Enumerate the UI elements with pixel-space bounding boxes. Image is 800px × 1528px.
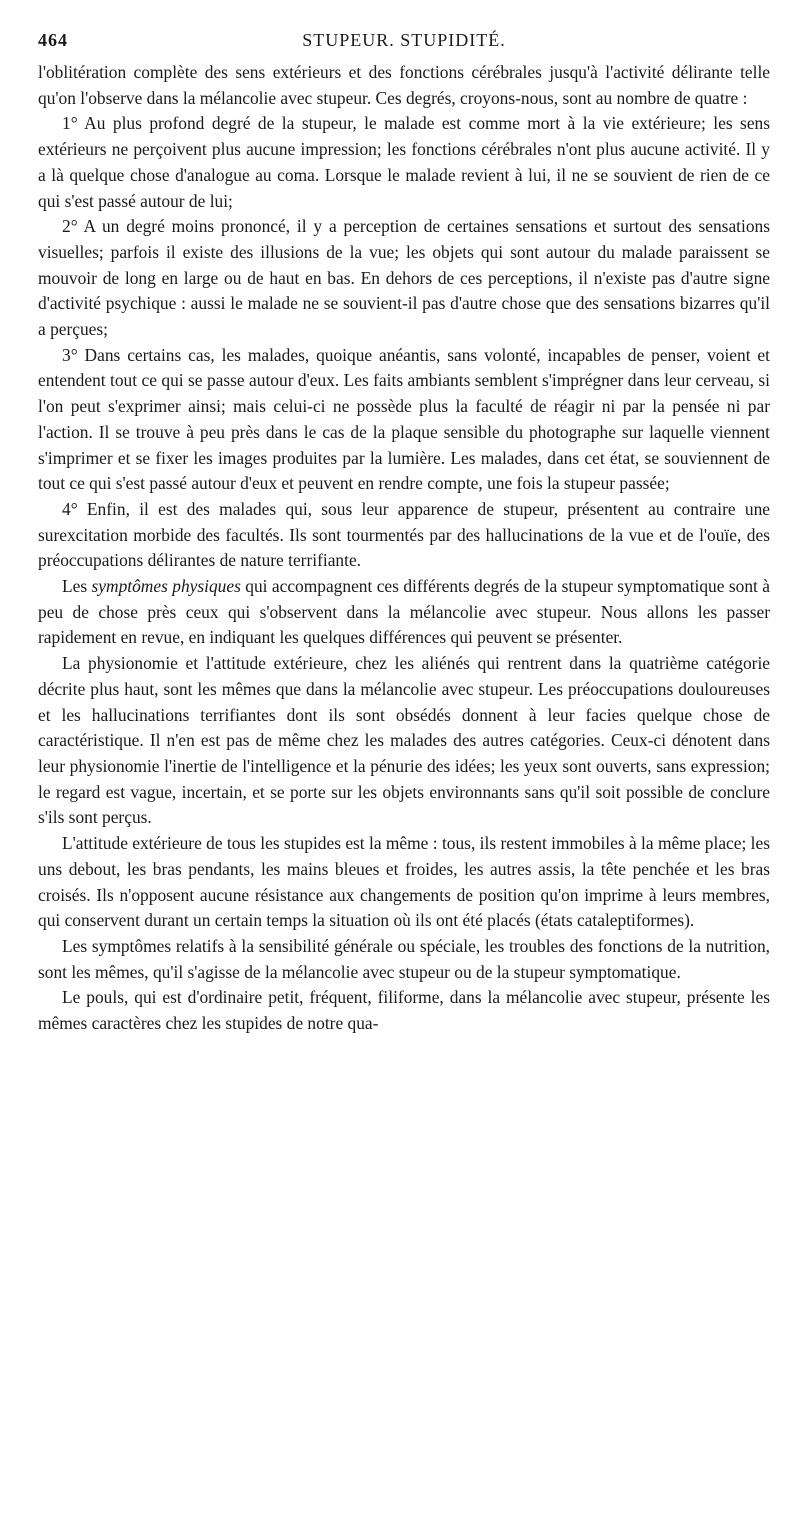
paragraph-attitude: L'attitude extérieure de tous les stupides est la même : tous, ils restent immobiles à la même place; les uns debout, les bras pendants, les mains bleues et froides, les autres assis, la tête penchée et les bras croisés. Ils n'opposent aucune résistance aux changements de position qu'on imprime à leurs membres, qui conservent durant un certain temps la situation où ils ont été placés (états cataleptiformes).: [38, 833, 770, 931]
running-head: [38, 30, 770, 60]
paragraph-sensibility: Les symptômes relatifs à la sensibilité générale ou spéciale, les troubles des fonctions de la nutrition, sont les mêmes, qu'il s'agisse de la mélancolie avec stupeur ou de la stupeur symptomatique.: [38, 935, 770, 982]
paragraph-degree-3: 3° Dans certains cas, les malades, quoique anéantis, sans volonté, incapables de penser, voient et entendent tout ce qui se passe autour d'eux. Les faits ambiants semblent s'imprégner dans leur cerveau, si l'on peut s'exprimer ainsi; mais celui-ci ne possède plus la faculté de réagir ni par la pensée ni par l'action. Il se trouve à peu près dans le cas de la plaque sensible du photographe sur laquelle viennent s'imprimer et se fixer les images produites par la lumière. Les malades, dans cet état, se souviennent de tout ce qui s'est passé autour d'eux et peuvent en rendre compte, une fois la stupeur passée;: [38, 344, 770, 494]
body-text: [38, 60, 770, 1037]
paragraph-degree-1: 1° Au plus profond degré de la stupeur, le malade est comme mort à la vie extérieure; les sens extérieurs ne perçoivent plus aucune impression; les fonctions cérébrales n'ont plus aucune activité. Il y a là quelque chose d'analogue au coma. Lorsque le malade revient à lui, il ne se souvient de rien de ce qui s'est passé autour de lui;: [38, 113, 770, 211]
paragraph-degree-4: 4° Enfin, il est des malades qui, sous leur apparence de stupeur, présentent au contraire une surexcitation morbide des facultés. Ils sont tourmentés par des hallucinations de la vue et de l'ouïe, des préoccupations délirantes de nature terrifiante.: [38, 498, 770, 571]
paragraph-intro: l'oblitération complète des sens extérieurs et des fonctions cérébrales jusqu'à l'activité délirante telle qu'on l'observe dans la mélancolie avec stupeur. Ces degrés, croyons-nous, sont au nombre de quatre :: [38, 62, 770, 108]
paragraph-degree-2: 2° A un degré moins prononcé, il y a perception de certaines sensations et surtout des sensations visuelles; parfois il existe des illusions de la vue; les objets qui sont autour du malade paraissent se mouvoir de long en large ou de haut en bas. En dehors de ces perceptions, il n'existe pas d'autre signe d'activité psychique : aussi le malade ne se souvient-il pas d'autre chose que des sensations bizarres qu'il a perçues;: [38, 216, 770, 340]
text-after: qui accompagnent ces différents degrés de la stupeur symptomatique sont à peu de chose près ceux qui s'observent dans la mélancolie avec stupeur. Nous allons les passer rapidement en revue, en indiquant les quelques différences qui peuvent se présenter.: [38, 576, 770, 648]
page-number: 464: [38, 30, 68, 50]
paragraph-pulse: Le pouls, qui est d'ordinaire petit, fréquent, filiforme, dans la mélancolie avec stupeur, présente les mêmes caractères chez les stupides de notre qua-: [38, 987, 770, 1034]
text-before: Les: [62, 576, 92, 597]
paragraph-physical-symptoms: [38, 574, 770, 651]
italic-term: symptômes physiques: [91, 576, 241, 597]
running-title: STUPEUR. STUPIDITÉ.: [302, 30, 506, 50]
book-page: [38, 30, 770, 1037]
paragraph-physiognomy: La physionomie et l'attitude extérieure, chez les aliénés qui rentrent dans la quatrième catégorie décrite plus haut, sont les mêmes que dans la mélancolie avec stupeur. Les préoccupations douloureuses et les hallucinations terrifiantes dont ils sont obsédés donnent à leur facies quelque chose de caractéristique. Il n'en est pas de même chez les malades des autres catégories. Ceux-ci dénotent dans leur physionomie l'inertie de l'intelligence et la pénurie des idées; les yeux sont ouverts, sans expression; le regard est vague, incertain, et se porte sur les objets environnants sans qu'il soit possible de conclure s'ils sont perçus.: [38, 653, 770, 828]
